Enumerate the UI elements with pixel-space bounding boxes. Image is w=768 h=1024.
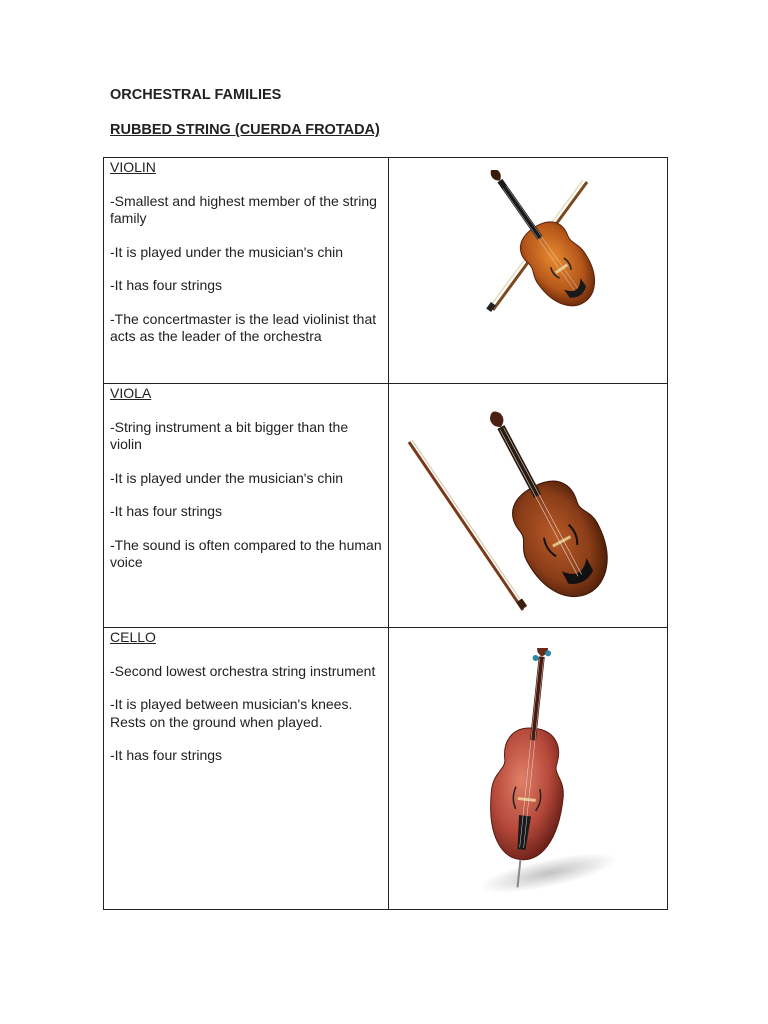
instrument-table (103, 157, 668, 910)
section-subtitle: RUBBED STRING (CUERDA FROTADA) (110, 122, 380, 138)
instrument-fact: -Second lowest orchestra string instrument (110, 662, 376, 679)
violin-icon (479, 170, 639, 340)
instrument-fact: -String instrument a bit bigger than the violin (110, 418, 349, 452)
instrument-fact: -It has four strings (110, 277, 223, 293)
instrument-fact: -It is played between musician's knees. Rests on the ground when played. (110, 696, 353, 730)
instrument-fact: -The sound is often compared to the human voice (110, 536, 382, 570)
table-row (104, 384, 668, 628)
instrument-fact: -It has four strings (110, 747, 223, 763)
instrument-fact: -It is played under the musician's chin (110, 469, 344, 486)
instrument-text-cell (104, 158, 389, 384)
instrument-image-cell (389, 628, 668, 910)
instrument-image-cell (389, 158, 668, 384)
instrument-fact: -It is played under the musician's chin (110, 243, 344, 260)
viola-icon (401, 400, 641, 625)
cello-icon (429, 648, 629, 903)
instrument-name: CELLO (110, 629, 156, 645)
instrument-text-cell (104, 628, 389, 910)
page-title: ORCHESTRAL FAMILIES (110, 87, 282, 103)
instrument-name: VIOLA (110, 385, 152, 401)
instrument-fact: -The concertmaster is the lead violinist that acts as the leader of the orchestra (110, 310, 377, 344)
table-row (104, 158, 668, 384)
instrument-fact: -It has four strings (110, 503, 223, 519)
instrument-text-cell (104, 384, 389, 628)
table-row (104, 628, 668, 910)
instrument-image-cell (389, 384, 668, 628)
instrument-name: VIOLIN (110, 159, 156, 175)
instrument-fact: -Smallest and highest member of the string family (110, 192, 377, 226)
